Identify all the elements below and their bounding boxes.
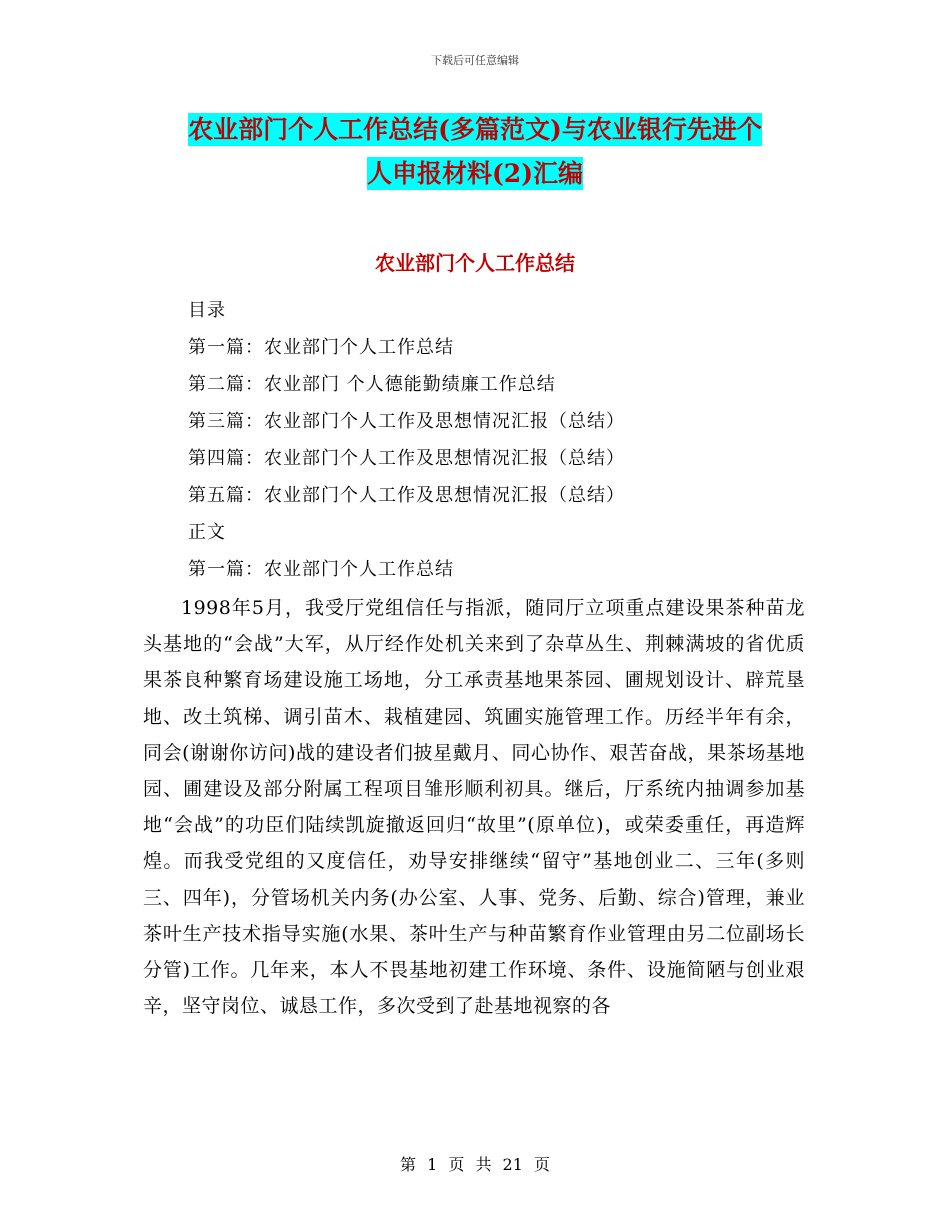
toc-item: 第一篇：农业部门个人工作总结 [188, 337, 454, 358]
main-title-line1: 农业部门个人工作总结(多篇范文)与农业银行先进个 [188, 115, 762, 144]
page-footer: 第 1 页 共 21 页 [400, 1155, 550, 1174]
toc-label: 目录 [188, 300, 226, 321]
toc-item: 第二篇：农业部门 个人德能勤绩廉工作总结 [188, 374, 556, 395]
header-note: 下载后可任意编辑 [431, 54, 519, 67]
first-part-heading: 第一篇：农业部门个人工作总结 [188, 559, 454, 580]
main-title-line2: 人申报材料(2)汇编 [366, 159, 584, 188]
main-title [140, 108, 810, 196]
body-paragraph: 1998年5月，我受厅党组信任与指派，随同厅立项重点建设果茶种苗龙头基地的“会战”大军，从厅经作处机关来到了杂草丛生、荆棘满坡的省优质果茶良种繁育场建设施工场地，分工承责基地果茶园、圃规划设计、辟荒垦地、改土筑梯、调引苗木、栽植建园、筑圃实施管理工作。历经半年有余，同会(谢谢你访问)战的建设者们披星戴月、同心协作、艰苦奋战，果茶场基地园、圃建设及部分附属工程项目雏形顺利初具。继后，厅系统内抽调参加基地“会战”的功臣们陆续凯旋撤返回归“故里”(原单位)，或荣委重任，再造辉煌。而我受党组的又度信任，劝导安排继续“留守”基地创业二、三年(多则三、四年)，分管场机关内务(办公室、人事、党务、后勤、综合)管理，兼业茶叶生产技术指导实施(水果、茶叶生产与种苗繁育作业管理由另二位副场长分管)工作。几年来，本人不畏基地初建工作环境、条件、设施简陋与创业艰辛，坚守岗位、诚恳工作，多次受到了赴基地视察的各 [143, 597, 805, 1018]
toc-item: 第四篇：农业部门个人工作及思想情况汇报（总结） [188, 448, 625, 469]
table-of-contents [188, 292, 828, 588]
section-title: 农业部门个人工作总结 [375, 251, 575, 275]
toc-item: 第五篇：农业部门个人工作及思想情况汇报（总结） [188, 485, 625, 506]
body-label: 正文 [188, 522, 226, 543]
toc-item: 第三篇：农业部门个人工作及思想情况汇报（总结） [188, 411, 625, 432]
